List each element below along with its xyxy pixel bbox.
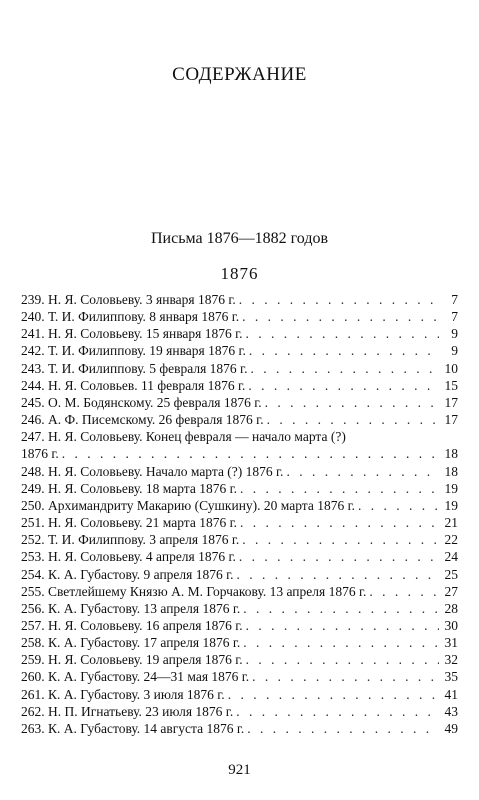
toc-entry-page: 19 bbox=[444, 480, 458, 496]
toc-entry-continuation bbox=[21, 445, 458, 462]
dot-leader bbox=[228, 686, 439, 703]
toc-entry bbox=[21, 463, 458, 480]
toc-entry bbox=[21, 291, 458, 308]
toc-entry bbox=[21, 480, 458, 497]
toc-entry-title: 242. Т. И. Филиппову. 19 января 1876 г. bbox=[21, 343, 246, 359]
toc-entry bbox=[21, 377, 458, 394]
toc-entry-title: 259. Н. Я. Соловьеву. 19 апреля 1876 г. bbox=[21, 652, 243, 668]
toc-entry-page: 30 bbox=[444, 617, 458, 633]
toc-entry bbox=[21, 703, 458, 720]
dot-leader bbox=[369, 583, 439, 600]
toc-entry bbox=[21, 411, 458, 428]
toc-entry-title: 261. К. А. Губастову. 3 июля 1876 г. bbox=[21, 686, 225, 702]
toc-entry-title: 260. К. А. Губастову. 24—31 мая 1876 г. bbox=[21, 669, 250, 685]
toc-entry-title: 256. К. А. Губастову. 13 апреля 1876 г. bbox=[21, 600, 241, 616]
year-heading: 1876 bbox=[220, 264, 259, 283]
toc-entry bbox=[21, 325, 458, 342]
toc-entry-title: 247. Н. Я. Соловьеву. Конец февраля — начало марта (?) bbox=[21, 429, 346, 445]
toc-entry-page: 32 bbox=[444, 652, 458, 668]
dot-leader bbox=[239, 291, 439, 308]
dot-leader bbox=[240, 514, 439, 531]
toc-entry-title: 250. Архимандриту Макарию (Сушкину). 20 марта 1876 г. bbox=[21, 497, 356, 513]
toc-entry bbox=[21, 531, 458, 548]
toc-entry-page: 22 bbox=[444, 532, 458, 548]
dot-leader bbox=[286, 463, 439, 480]
toc-entry bbox=[21, 600, 458, 617]
toc-entry-title: 239. Н. Я. Соловьеву. 3 января 1876 г. bbox=[21, 292, 236, 307]
toc-entry bbox=[21, 668, 458, 685]
dot-leader bbox=[358, 497, 439, 514]
toc-entry-title: 253. Н. Я. Соловьеву. 4 апреля 1876 г. bbox=[21, 549, 236, 565]
toc-entry-page: 49 bbox=[444, 720, 458, 736]
toc-entry-title: 251. Н. Я. Соловьеву. 21 марта 1876 г. bbox=[21, 515, 237, 531]
page-number: 921 bbox=[228, 762, 251, 778]
toc-entry bbox=[21, 548, 458, 565]
toc-entry-title: 240. Т. И. Филиппову. 8 января 1876 г. bbox=[21, 309, 240, 325]
toc-entry-page: 9 bbox=[451, 326, 458, 342]
dot-leader bbox=[246, 325, 440, 342]
dot-leader bbox=[239, 548, 439, 565]
toc-entry-title: 252. Т. И. Филиппову. 3 апреля 1876 г. bbox=[21, 532, 240, 548]
dot-leader bbox=[242, 308, 439, 325]
toc-entry bbox=[21, 342, 458, 359]
toc-entry-page: 24 bbox=[444, 549, 458, 565]
dot-leader bbox=[236, 703, 439, 720]
toc-entry bbox=[21, 634, 458, 651]
toc-entry bbox=[21, 360, 458, 377]
toc-entry bbox=[21, 720, 458, 737]
toc-entry-page: 27 bbox=[444, 583, 458, 599]
toc-entry-page: 15 bbox=[444, 377, 458, 393]
dot-leader bbox=[248, 377, 439, 394]
toc-entry bbox=[21, 617, 458, 634]
toc-entry bbox=[21, 583, 458, 600]
dot-leader bbox=[243, 634, 439, 651]
dot-leader bbox=[246, 651, 439, 668]
dot-leader bbox=[243, 600, 439, 617]
dot-leader bbox=[267, 411, 439, 428]
toc-entry-page: 21 bbox=[444, 515, 458, 531]
toc-entry-title: 257. Н. Я. Соловьеву. 16 апреля 1876 г. bbox=[21, 617, 243, 633]
toc-entry-page: 25 bbox=[444, 566, 458, 582]
toc-entry-title: 255. Светлейшему Князю А. М. Горчакову. 13 апреля 1876 г. bbox=[21, 583, 367, 599]
toc-entry-page: 10 bbox=[444, 360, 458, 376]
toc-entry-page: 18 bbox=[444, 463, 458, 479]
toc-entry-title: 244. Н. Я. Соловьев. 11 февраля 1876 г. bbox=[21, 377, 246, 393]
toc-entry-page: 41 bbox=[444, 686, 458, 702]
toc-entry bbox=[21, 308, 458, 325]
dot-leader bbox=[242, 531, 439, 548]
toc-entry-title: 262. Н. П. Игнатьеву. 23 июля 1876 г. bbox=[21, 703, 234, 719]
toc-entry-page: 9 bbox=[451, 343, 458, 359]
toc-entry bbox=[21, 686, 458, 703]
toc-entry-title: 245. О. М. Бодянскому. 25 февраля 1876 г. bbox=[21, 394, 262, 410]
toc-entry bbox=[21, 651, 458, 668]
toc-entry-page: 19 bbox=[444, 497, 458, 513]
toc-entry-page: 17 bbox=[444, 412, 458, 428]
dot-leader bbox=[249, 342, 439, 359]
toc-entry-title: 254. К. А. Губастову. 9 апреля 1876 г. bbox=[21, 566, 234, 582]
dot-leader bbox=[240, 480, 439, 497]
toc-entry-page: 17 bbox=[444, 394, 458, 410]
toc-entry-page: 43 bbox=[444, 703, 458, 719]
table-of-contents bbox=[21, 291, 458, 737]
dot-leader bbox=[62, 445, 439, 462]
toc-entry-title-continuation: 1876 г. bbox=[21, 446, 59, 462]
dot-leader bbox=[247, 720, 439, 737]
dot-leader bbox=[250, 360, 439, 377]
toc-entry-title: 241. Н. Я. Соловьеву. 15 января 1876 г. bbox=[21, 326, 243, 342]
dot-leader bbox=[246, 617, 439, 634]
toc-entry bbox=[21, 428, 458, 445]
toc-entry-title: 258. К. А. Губастову. 17 апреля 1876 г. bbox=[21, 635, 241, 651]
toc-entry-title: 263. К. А. Губастову. 14 августа 1876 г. bbox=[21, 720, 245, 736]
toc-entry-title: 248. Н. Я. Соловьеву. Начало марта (?) 1876 г. bbox=[21, 463, 284, 479]
page-title: СОДЕРЖАНИЕ bbox=[172, 64, 307, 85]
toc-entry-page: 18 bbox=[444, 446, 458, 462]
toc-entry-title: 243. Т. И. Филиппову. 5 февраля 1876 г. bbox=[21, 360, 248, 376]
toc-entry bbox=[21, 566, 458, 583]
dot-leader bbox=[265, 394, 439, 411]
toc-entry-page: 31 bbox=[444, 635, 458, 651]
toc-entry-page: 28 bbox=[444, 600, 458, 616]
toc-entry-page: 7 bbox=[451, 309, 458, 325]
toc-entry bbox=[21, 514, 458, 531]
toc-entry-page: 35 bbox=[444, 669, 458, 685]
section-title: Письма 1876—1882 годов bbox=[150, 230, 329, 247]
toc-entry-page: 7 bbox=[451, 292, 458, 307]
toc-entry-title: 249. Н. Я. Соловьеву. 18 марта 1876 г. bbox=[21, 480, 237, 496]
toc-entry bbox=[21, 497, 458, 514]
toc-entry-title: 246. А. Ф. Писемскому. 26 февраля 1876 г. bbox=[21, 412, 264, 428]
dot-leader bbox=[237, 566, 440, 583]
toc-entry bbox=[21, 394, 458, 411]
dot-leader bbox=[252, 668, 439, 685]
